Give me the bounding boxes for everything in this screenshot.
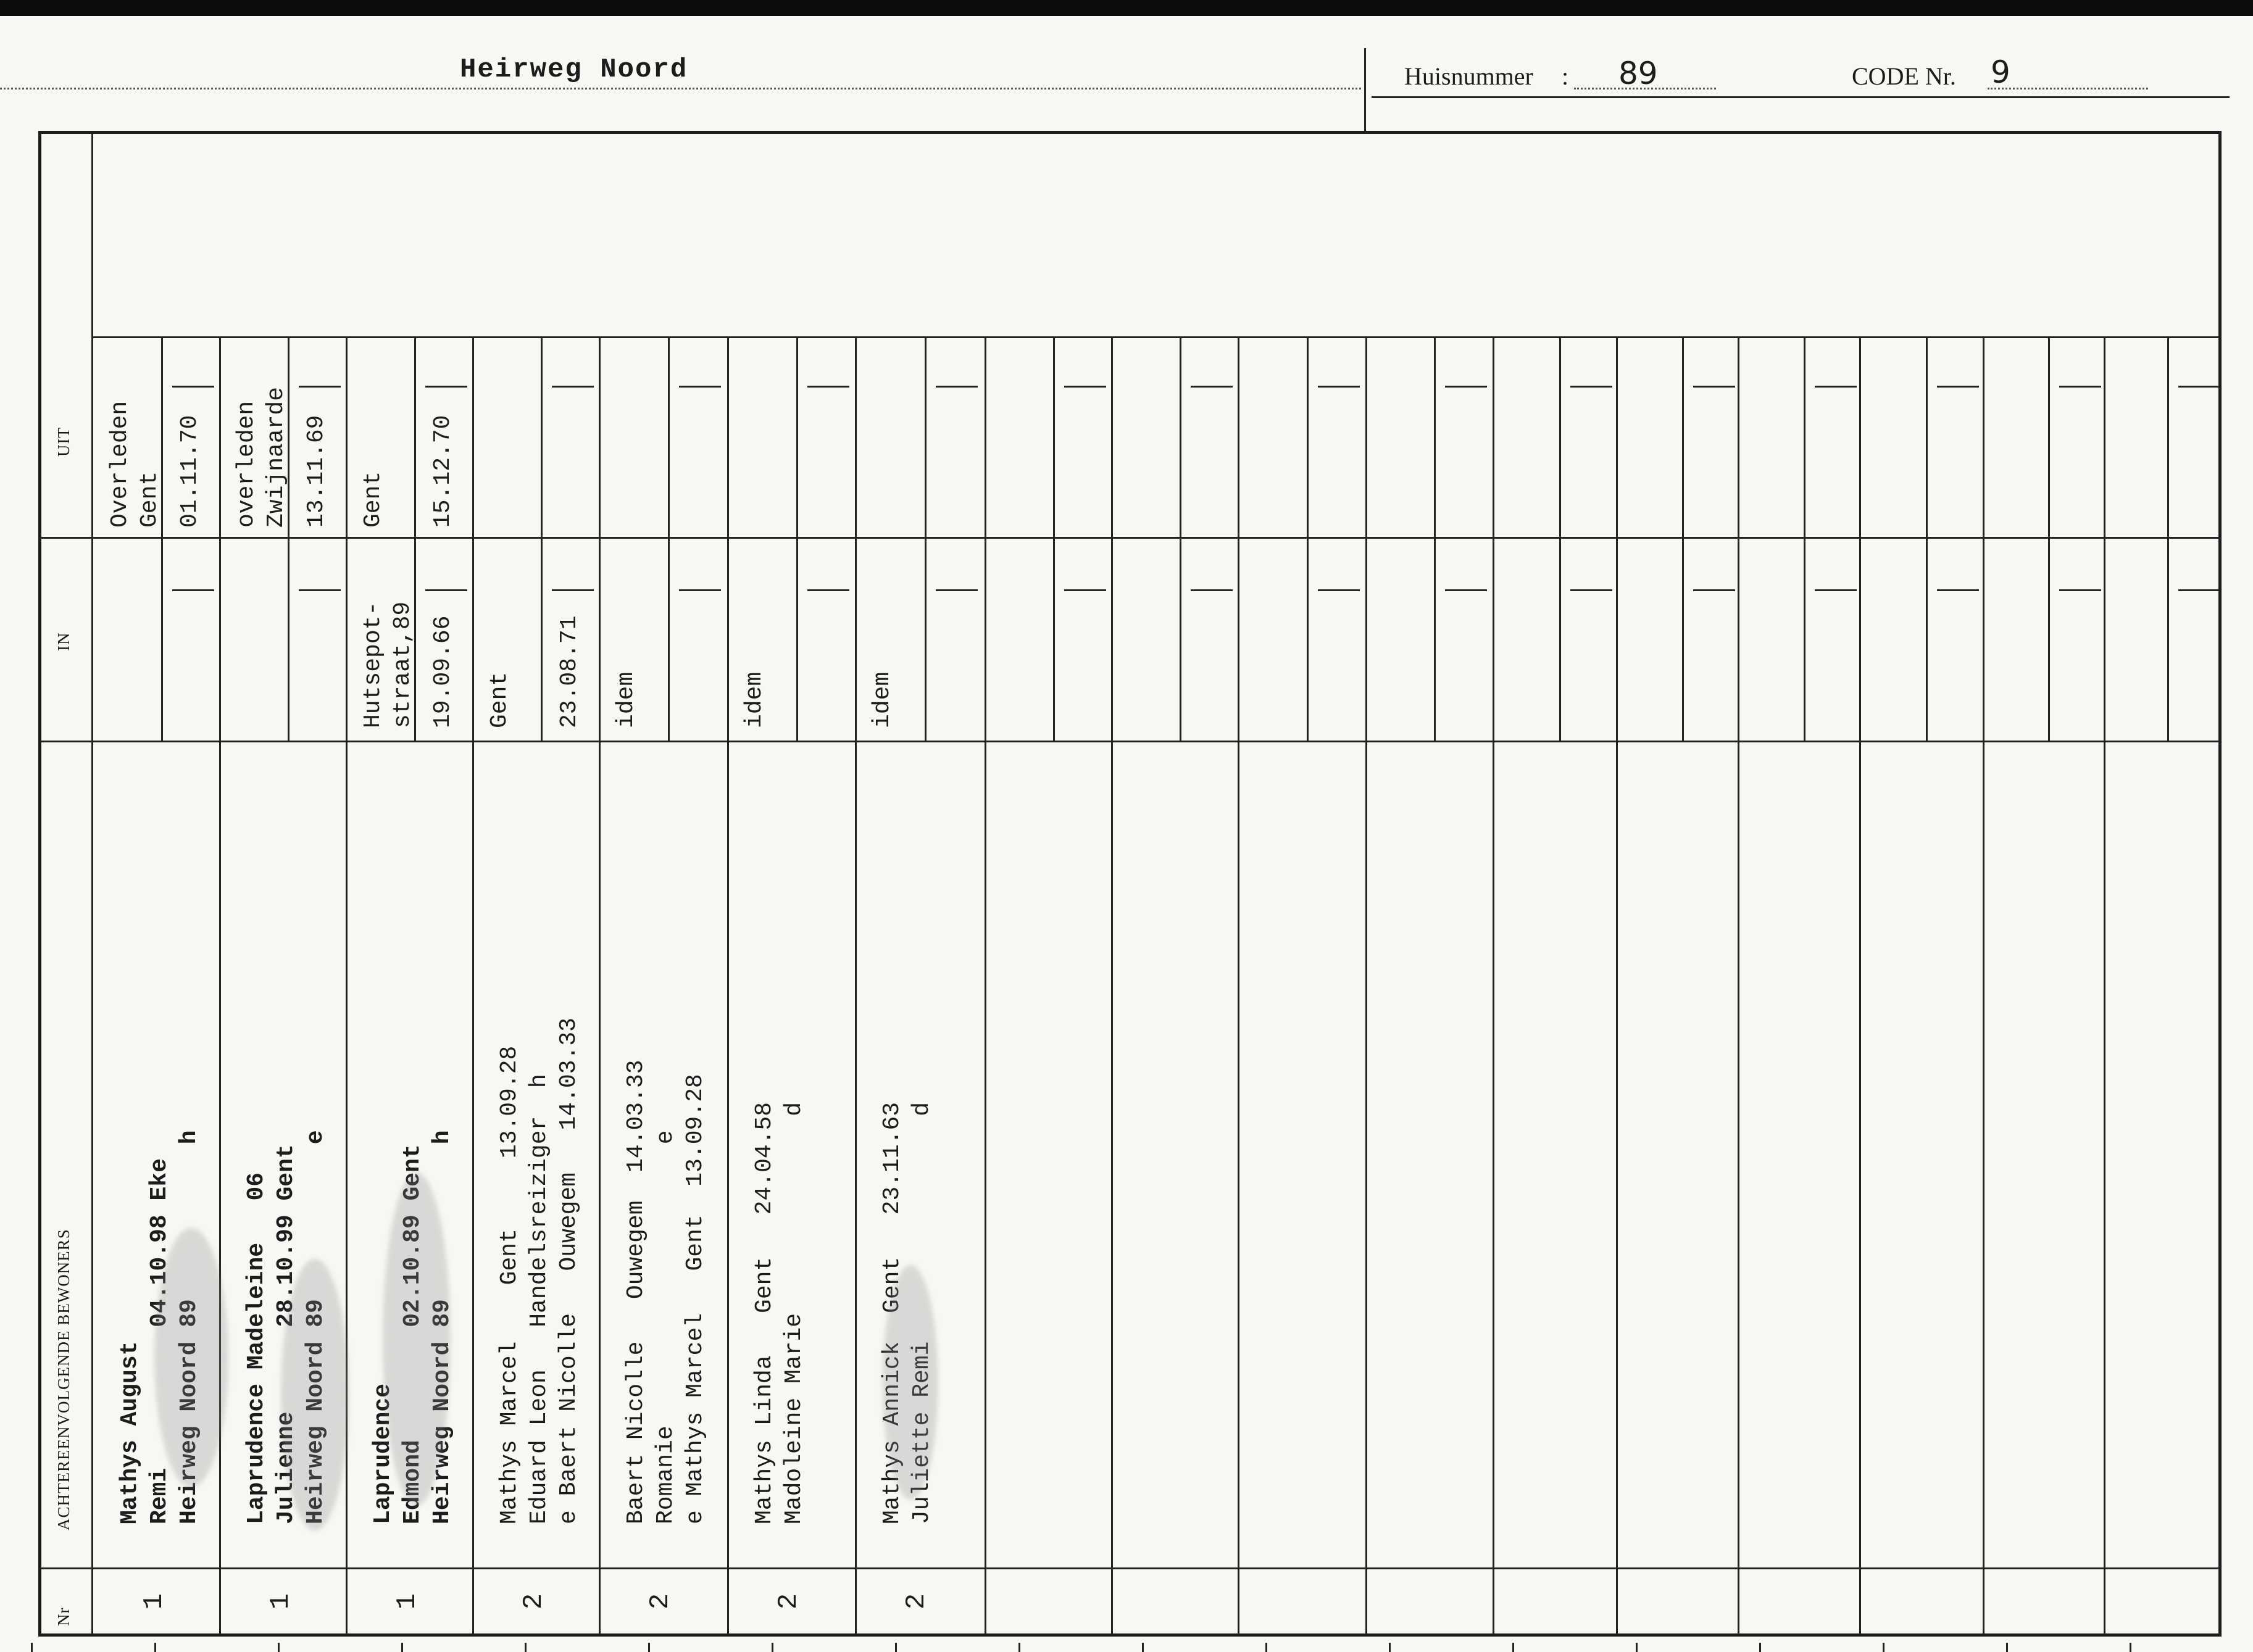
column-divider: [472, 336, 474, 1635]
huisnummer-value: 89: [1618, 56, 1658, 91]
uit-place: overleden: [233, 401, 260, 528]
sub-column-divider: [2167, 336, 2169, 741]
sub-column-divider: [668, 336, 670, 741]
uit-empty-dash: [552, 386, 594, 388]
in-bewoners-divider: [40, 741, 2221, 742]
bottom-tick: [1759, 1643, 1761, 1652]
record-nr: 1: [392, 1593, 423, 1610]
record-nr: 2: [901, 1593, 932, 1610]
bottom-tick: [2006, 1643, 2008, 1652]
bottom-tick: [1512, 1643, 1514, 1652]
uit-empty-dash: [425, 386, 467, 388]
in-empty-dash: [299, 589, 341, 591]
sub-column-divider: [1180, 336, 1181, 741]
record-nr: 2: [645, 1593, 676, 1610]
resident-entry: Eduard Leon Handelsreiziger h: [526, 1074, 552, 1524]
bottom-tick: [525, 1643, 527, 1652]
uit-date: 15.12.70: [430, 415, 456, 528]
sub-column-divider: [1434, 336, 1436, 741]
bottom-tick: [648, 1643, 650, 1652]
in-empty-dash: [425, 589, 467, 591]
header-dotted-line: [0, 88, 1361, 89]
column-divider: [599, 336, 601, 1635]
in-empty-dash: [552, 589, 594, 591]
in-empty-dash: [1191, 589, 1233, 591]
in-place: straat,89: [389, 601, 416, 728]
record-nr: 2: [518, 1593, 549, 1610]
scan-smudge: [281, 1259, 349, 1530]
uit-empty-dash: [679, 386, 721, 388]
uit-empty-dash: [936, 386, 978, 388]
bottom-tick: [1142, 1643, 1144, 1652]
sub-column-divider: [541, 336, 543, 741]
label-column-divider: [91, 132, 93, 1635]
in-empty-dash: [1815, 589, 1857, 591]
resident-entry: Mathys August: [117, 1341, 143, 1524]
uit-empty-dash: [1191, 386, 1233, 388]
blank-top-divider: [91, 336, 2221, 338]
uit-place: Zwijnaarde: [263, 386, 289, 528]
sub-column-divider: [1053, 336, 1055, 741]
bottom-tick: [1018, 1643, 1020, 1652]
bottom-tick: [1265, 1643, 1267, 1652]
sub-column-divider: [161, 336, 163, 741]
in-place: Hutsepot-: [360, 601, 386, 728]
column-divider: [1859, 336, 1861, 1635]
code-value: 9: [1991, 54, 2010, 90]
column-divider: [727, 336, 729, 1635]
column-divider: [2104, 336, 2105, 1635]
code-label: CODE Nr.: [1852, 62, 1956, 90]
scan-smudge: [383, 1173, 451, 1506]
in-empty-dash: [1445, 589, 1487, 591]
column-divider: [1365, 336, 1367, 1635]
in-empty-dash: [1937, 589, 1979, 591]
uit-empty-dash: [1693, 386, 1735, 388]
bottom-tick: [1389, 1643, 1391, 1652]
bottom-tick: [154, 1643, 156, 1652]
resident-entry: Romanie e: [652, 1130, 679, 1524]
bottom-tick: [31, 1643, 33, 1652]
in-empty-dash: [2059, 589, 2101, 591]
resident-entry: Baert Nicolle Ouwegem 14.03.33: [623, 1060, 649, 1524]
uit-empty-dash: [1815, 386, 1857, 388]
uit-empty-dash: [299, 386, 341, 388]
uit-empty-dash: [172, 386, 214, 388]
resident-entry: Mathys Linda Gent 24.04.58: [751, 1102, 778, 1524]
in-empty-dash: [1064, 589, 1106, 591]
sub-column-divider: [1682, 336, 1684, 741]
uit-date: 13.11.69: [303, 415, 330, 528]
column-divider: [1983, 336, 1984, 1635]
uit-empty-dash: [1570, 386, 1612, 388]
column-divider: [1616, 336, 1618, 1635]
uit-empty-dash: [2059, 386, 2101, 388]
uit-empty-dash: [1064, 386, 1106, 388]
in-label: IN: [54, 632, 73, 651]
in-place: idem: [869, 671, 896, 728]
resident-entry: Juliette Remi d: [909, 1102, 935, 1524]
uit-empty-dash: [1937, 386, 1979, 388]
record-nr: 2: [773, 1593, 804, 1610]
uit-empty-dash: [1445, 386, 1487, 388]
resident-entry: Remi 04.10.98 Eke: [146, 1158, 173, 1524]
code-dots: [1988, 88, 2148, 89]
scan-smudge: [883, 1265, 938, 1500]
resident-entry: Mathys Marcel Gent 13.09.28: [496, 1045, 523, 1524]
resident-entry: Madoleine Marie d: [781, 1102, 807, 1524]
register-frame: [38, 131, 2222, 1637]
in-empty-dash: [679, 589, 721, 591]
in-empty-dash: [172, 589, 214, 591]
column-divider: [1493, 336, 1494, 1635]
uit-place: Overleden: [107, 401, 133, 528]
resident-entry: e Baert Nicolle Ouwegem 14.03.33: [556, 1018, 582, 1524]
resident-entry: Laprudence: [370, 1383, 396, 1524]
record-nr: 1: [139, 1593, 170, 1610]
uit-empty-dash: [2178, 386, 2220, 388]
column-divider: [1238, 336, 1239, 1635]
sub-column-divider: [1926, 336, 1928, 741]
column-divider: [1111, 336, 1113, 1635]
huisnummer-label: Huisnummer: [1404, 62, 1533, 90]
sub-column-divider: [796, 336, 798, 741]
record-nr: 1: [265, 1593, 296, 1610]
bewoners-label: ACHTEREENVOLGENDE BEWONERS: [54, 1229, 73, 1530]
scan-smudge: [154, 1228, 228, 1487]
header-divider: [1364, 48, 1366, 133]
resident-entry: Laprudence Madeleine 06: [243, 1172, 270, 1524]
bottom-tick: [1636, 1643, 1638, 1652]
uit-place: Gent: [136, 471, 163, 528]
sub-column-divider: [925, 336, 927, 741]
column-divider: [985, 336, 986, 1635]
uit-label: UIT: [54, 427, 73, 457]
uit-place: Gent: [360, 471, 386, 528]
bottom-tick: [772, 1643, 773, 1652]
huisnummer-colon: :: [1562, 62, 1569, 90]
in-empty-dash: [807, 589, 849, 591]
column-divider: [1738, 336, 1739, 1635]
in-empty-dash: [1693, 589, 1735, 591]
bottom-tick: [1883, 1643, 1884, 1652]
resident-entry: e Mathys Marcel Gent 13.09.28: [682, 1074, 709, 1524]
in-date: 19.09.66: [430, 615, 456, 728]
uit-empty-dash: [1318, 386, 1360, 388]
street-name: Heirweg Noord: [460, 54, 688, 85]
bottom-tick: [895, 1643, 897, 1652]
resident-entry: Heirweg Noord 89 h: [176, 1130, 202, 1524]
in-date: 23.08.71: [556, 615, 583, 728]
in-place: idem: [613, 671, 639, 728]
bottom-tick: [2130, 1643, 2131, 1652]
in-empty-dash: [1570, 589, 1612, 591]
scan-top-edge: [0, 0, 2253, 16]
sub-column-divider: [1559, 336, 1561, 741]
in-place: Gent: [486, 671, 513, 728]
resident-entry: Heirweg Noord 89 h: [429, 1130, 456, 1524]
bottom-tick: [278, 1643, 280, 1652]
uit-empty-dash: [807, 386, 849, 388]
sub-column-divider: [2048, 336, 2050, 741]
header-underline: [1372, 96, 2230, 98]
bewoners-nr-divider: [40, 1567, 2221, 1569]
bottom-tick: [401, 1643, 403, 1652]
in-empty-dash: [1318, 589, 1360, 591]
resident-entry: Edmond 02.10.89 Gent: [399, 1144, 426, 1524]
uit-in-divider: [40, 537, 2221, 539]
in-place: idem: [741, 671, 768, 728]
in-empty-dash: [2178, 589, 2220, 591]
in-empty-dash: [936, 589, 978, 591]
resident-entry: Julienne 28.10.99 Gent: [273, 1144, 299, 1524]
nr-label: Nr: [54, 1607, 73, 1626]
uit-date: 01.11.70: [177, 415, 203, 528]
sub-column-divider: [1804, 336, 1805, 741]
resident-entry: Heirweg Noord 89 e: [302, 1130, 329, 1524]
resident-entry: Mathys Annick Gent 23.11.63: [879, 1102, 906, 1524]
column-divider: [855, 336, 857, 1635]
sub-column-divider: [1307, 336, 1309, 741]
